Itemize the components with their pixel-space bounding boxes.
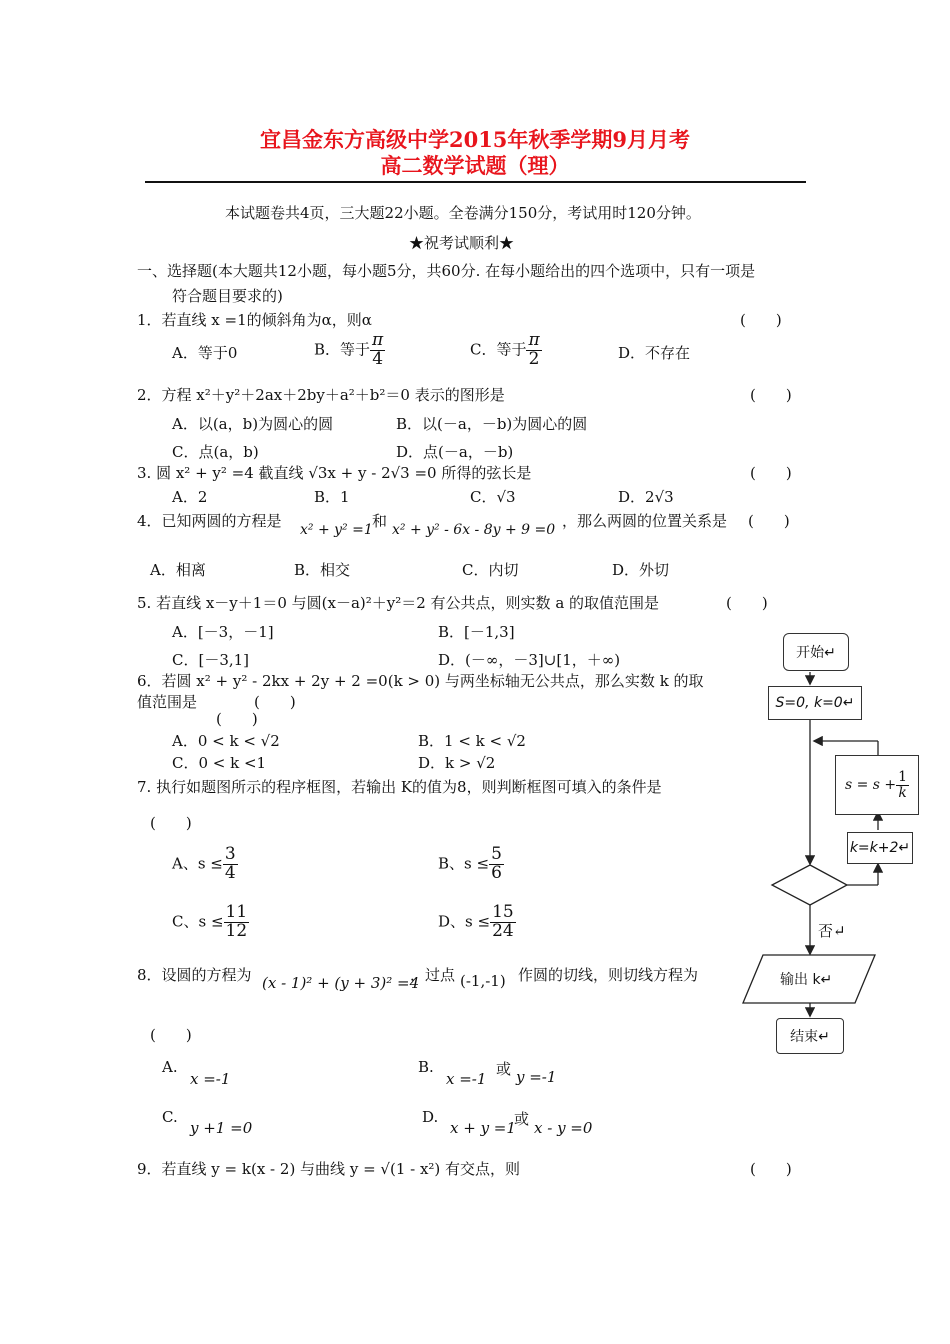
q3-option-d: D．2√3 [618, 488, 674, 506]
q6-stem-cont: 值范围是 [137, 693, 198, 711]
q2-option-b: B．以(－a，－b)为圆心的圆 [396, 415, 588, 433]
q5-option-a: A．[－3，－1] [172, 623, 274, 641]
exam-subtitle: 高二数学试题（理） [380, 153, 570, 178]
q6-option-c: C．0 < k <1 [172, 754, 267, 772]
q4-option-d: D．外切 [612, 561, 670, 579]
q7-option-d [438, 904, 516, 941]
q4-option-a: A．相离 [150, 561, 206, 579]
exam-wish: ★祝考试顺利★ [409, 234, 515, 252]
section-heading: 一、选择题(本大题共12小题，每小题5分，共60分. 在每小题给出的四个选项中，只有一项是 [137, 262, 756, 280]
q3-option-b: B．1 [314, 488, 350, 506]
q3-stem: 3. 圆 x² + y² =4 截直线 √3x + y - 2√3 =0 所得的弦长是 [137, 464, 532, 482]
q7-d-label: D、s ≤ [438, 912, 491, 931]
q4-bracket: ( ) [748, 512, 790, 530]
q7-b-label: B、s ≤ [438, 854, 490, 873]
q8-option-d-1: x + y =1 [450, 1119, 516, 1137]
flowchart-update-k: k=k+2↵ [847, 832, 913, 864]
q2-option-c: C．点(a，b) [172, 443, 259, 461]
q6-option-b: B．1 < k < √2 [418, 732, 526, 750]
q4-stem-start: 4．已知两圆的方程是 [137, 512, 282, 530]
q7-d-num: 15 [492, 902, 514, 922]
q4-and: 和 [372, 512, 388, 530]
q1-bracket: ( ) [740, 311, 782, 329]
q4-option-b: B．相交 [294, 561, 351, 579]
q9-stem: 9．若直线 y = k(x - 2) 与曲线 y = √(1 - x²) 有交点，则 [137, 1160, 521, 1178]
update-s-num: 1 [898, 768, 908, 785]
q7-stem: 7. 执行如题图所示的程序框图，若输出 K的值为8，则判断框图可填入的条件是 [137, 778, 662, 796]
flowchart-end: 结束↵ [776, 1018, 844, 1054]
q8-stem-end: 作圆的切线，则切线方程为 [518, 966, 699, 984]
q8-option-d-or: 或 [514, 1110, 530, 1128]
decision-diamond [772, 865, 847, 905]
q8-stem-start: 8．设圆的方程为 [137, 966, 252, 984]
q4-eq1: x² + y² =1 [300, 522, 373, 538]
q2-stem: 2．方程 x²＋y²＋2ax＋2by＋a²＋b²＝0 表示的图形是 [137, 386, 505, 404]
q9-bracket: ( ) [750, 1160, 792, 1178]
q8-equation: (x - 1)² + (y + 3)² =4 [262, 974, 420, 992]
q8-stem-mid: ，过点 [410, 966, 456, 984]
exam-title: 宜昌金东方高级中学2015年秋季学期9月月考 [259, 127, 691, 152]
q6-bracket-2: ( ) [216, 710, 258, 728]
q5-bracket: ( ) [726, 594, 768, 612]
q2-option-a: A．以(a，b)为圆心的圆 [172, 415, 334, 433]
q1-option-a: A．等于0 [172, 344, 238, 362]
q6-option-d: D．k > √2 [418, 754, 496, 772]
q1-stem: 1．若直线 x =1的倾斜角为α，则α [137, 311, 372, 329]
q4-option-c: C．内切 [462, 561, 519, 579]
q7-b-den: 6 [491, 862, 502, 883]
q8-option-c-label: C. [162, 1108, 178, 1126]
q1-b-num: π [372, 330, 384, 350]
section-heading-cont: 符合题目要求的) [172, 287, 283, 305]
q7-option-c [172, 904, 249, 941]
q1-option-b-label: B．等于 [314, 340, 371, 359]
q1-option-c-label: C．等于 [470, 340, 527, 359]
q5-stem: 5. 若直线 x－y＋1＝0 与圆(x－a)²＋y²＝2 有公共点，则实数 a 的取值范围是 [137, 594, 660, 612]
q1-b-den: 4 [372, 348, 384, 369]
q1-option-b [314, 332, 385, 369]
q4-eq2: x² + y² - 6x - 8y + 9 =0 [392, 522, 556, 538]
q7-a-den: 4 [224, 862, 236, 883]
q7-a-num: 3 [224, 844, 236, 864]
q1-option-c [470, 332, 542, 369]
q6-option-a: A．0 < k < √2 [172, 732, 280, 750]
q8-bracket: ( ) [150, 1026, 192, 1044]
q5-option-c: C．[－3,1] [172, 651, 250, 669]
q7-c-label: C、s ≤ [172, 912, 224, 931]
q1-option-d: D．不存在 [618, 344, 691, 362]
q7-a-label: A、s ≤ [172, 854, 223, 873]
q6-bracket: ( ) [254, 693, 296, 711]
q1-c-num: π [528, 330, 540, 350]
flowchart-output: 输出 k↵ [780, 972, 833, 988]
q2-option-d: D．点(－a，－b) [396, 443, 514, 461]
flowchart-no-label: 否↵ [818, 922, 846, 940]
flowchart-update-s [835, 755, 919, 815]
q5-option-b: B．[－1,3] [438, 623, 515, 641]
q8-option-a: x =-1 [190, 1070, 231, 1088]
q7-d-den: 24 [492, 920, 514, 941]
flowchart-init: S=0, k=0↵ [768, 686, 862, 720]
q8-option-b-1: x =-1 [446, 1070, 487, 1088]
q7-option-b [438, 846, 504, 883]
q7-option-a [172, 846, 238, 883]
q7-c-num: 11 [225, 902, 248, 922]
q3-option-a: A．2 [172, 488, 208, 506]
q8-option-d-2: x - y =0 [534, 1119, 593, 1137]
flowchart-start: 开始↵ [783, 633, 849, 671]
q4-stem-end: ，那么两圆的位置关系是 [562, 512, 728, 530]
q5-option-d: D．(－∞，－3]∪[1，＋∞) [438, 651, 621, 669]
q6-stem: 6．若圆 x² + y² - 2kx + 2y + 2 =0(k > 0) 与两坐标轴无公共点，那么实数 k 的取 [137, 672, 704, 690]
q7-b-num: 5 [491, 844, 502, 864]
q8-option-a-label: A. [162, 1058, 178, 1076]
q1-c-den: 2 [528, 348, 540, 369]
q8-option-c: y +1 =0 [190, 1119, 253, 1137]
q3-option-c: C．√3 [470, 488, 516, 506]
exam-info: 本试题卷共4页，三大题22小题。全卷满分150分，考试用时120分钟。 [225, 204, 701, 222]
q7-bracket: ( ) [150, 814, 192, 832]
title-divider [145, 181, 806, 183]
q8-option-d-label: D. [422, 1108, 439, 1126]
update-s-label: s = s + [844, 777, 897, 793]
q8-point: (-1,-1) [460, 972, 506, 990]
q8-option-b-label: B. [418, 1058, 434, 1076]
q8-option-b-2: y =-1 [516, 1068, 557, 1086]
update-s-den: k [898, 784, 907, 801]
q3-bracket: ( ) [750, 464, 792, 482]
q8-option-b-or: 或 [496, 1060, 512, 1078]
q7-c-den: 12 [225, 920, 248, 941]
q2-bracket: ( ) [750, 386, 792, 404]
